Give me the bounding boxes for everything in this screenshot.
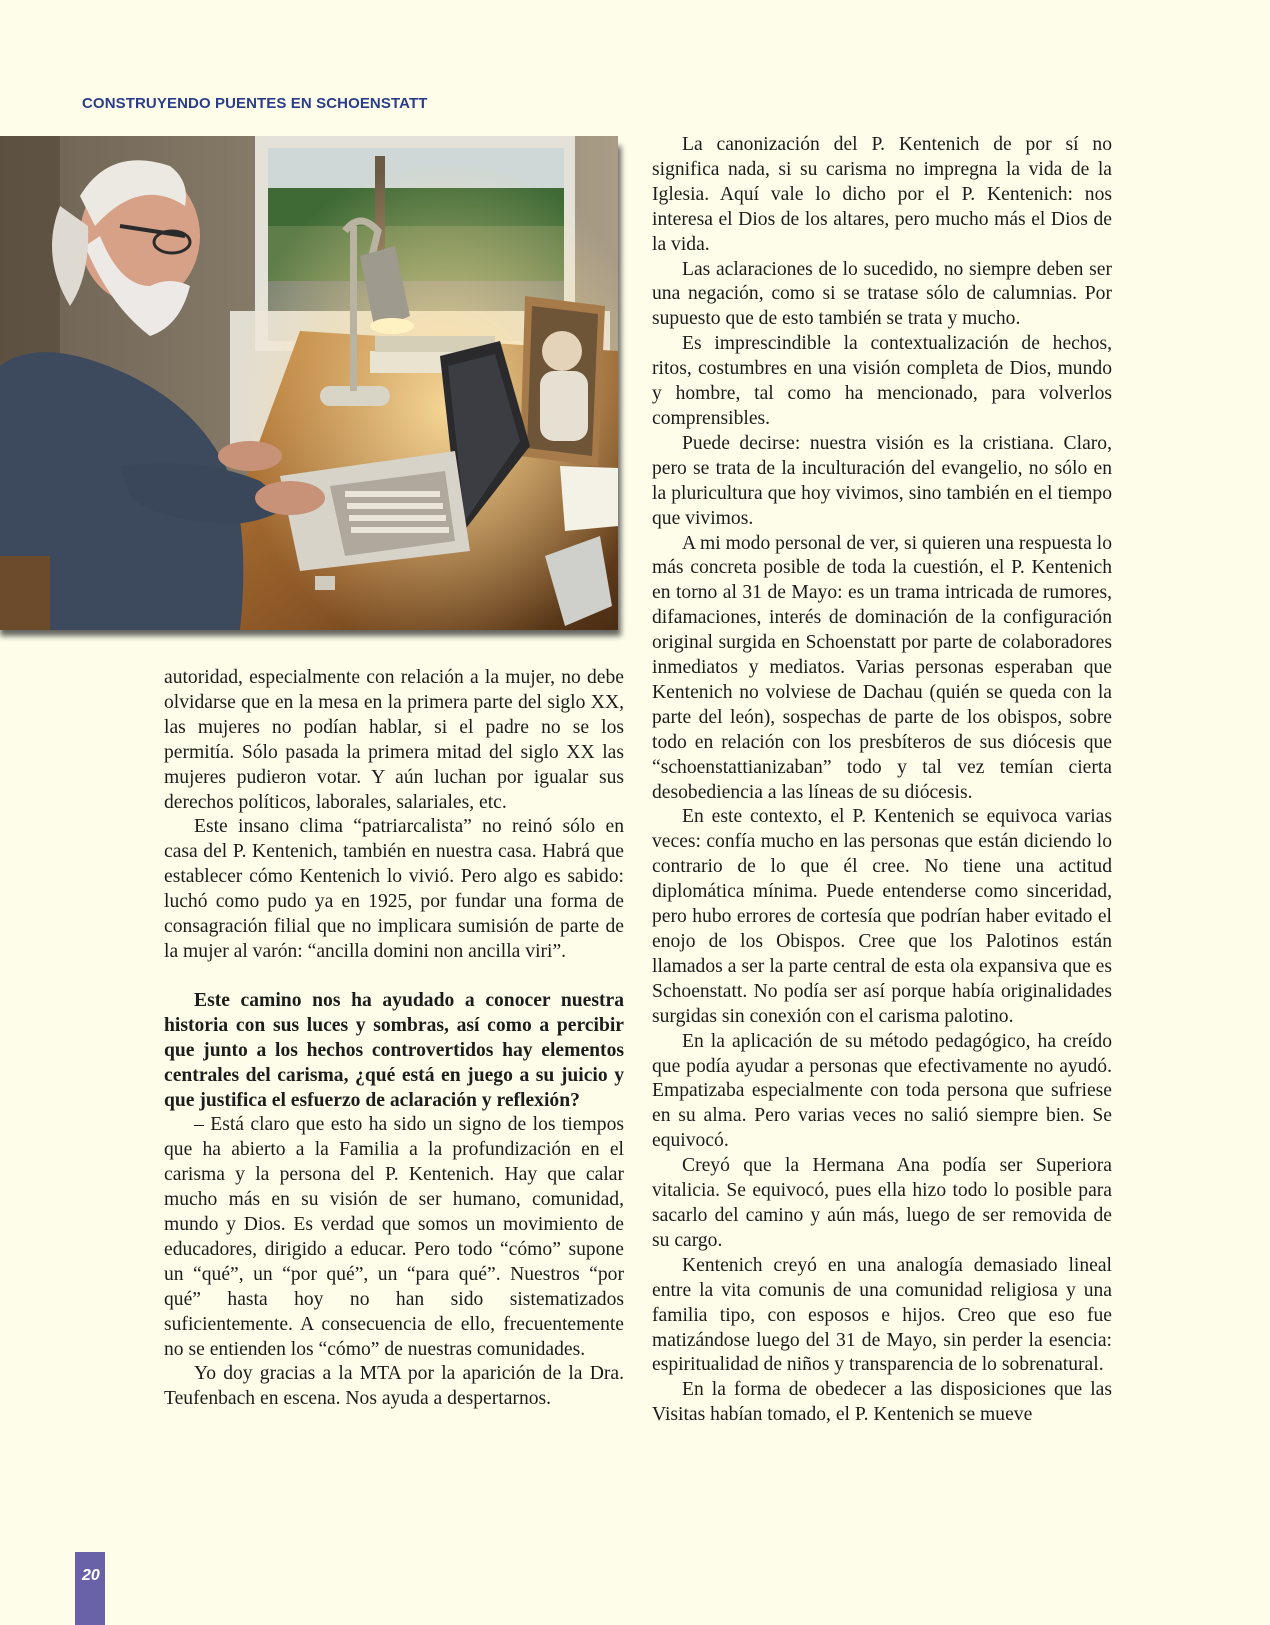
paragraph: En la aplicación de su método pedagógico, ha creído que podía ayudar a personas que efectivamente no ayudó. Empatizaba especialmente con toda persona que sufriese en su alma. Pero varias veces no salió siempre bien. Se equivocó. [652,1030,1112,1152]
paragraph: Este insano clima “patriarcalista” no reinó sólo en casa del P. Kentenich, también en nuestra casa. Habrá que establecer cómo Kentenich lo vivió. Pero algo es sabido: luchó como pudo ya en 1925, por fundar una forma de consagración filial que no implicara sumisión de parte de la mujer al varón: “ancilla domini non ancilla viri”. [164,816,624,962]
paragraph: Creyó que la Hermana Ana podía ser Superiora vitalicia. Se equivocó, pues ella hizo todo lo posible para sacarlo del camino y aún más, luego de ser removida de su cargo. [652,1155,1112,1251]
paragraph: Kentenich creyó en una analogía demasiado lineal entre la vita comunis de una comunidad religiosa y una familia tipo, con esposos e hijos. Creo que eso fue matizándose luego del 31 de Mayo, sin perder la esencia: espiritualidad de niños y transparencia de lo sobrenatural. [652,1254,1112,1376]
paragraph: Puede decirse: nuestra visión es la cristiana. Claro, pero se trata de la inculturación del evangelio, no sólo en la pluricultura que hoy vivimos, sino también en el tiempo que vivimos. [652,432,1112,529]
left-column [164,666,624,1412]
right-column [652,133,1112,1428]
paragraph: En este contexto, el P. Kentenich se equivoca varias veces: confía mucho en las personas que están diciendo lo contrario de lo que él cree. No tiene una actitud diplomática mínima. Puede entenderse como sinceridad, pero hubo errores de cortesía que podrían haber evitado el enojo de los Obispos. Cree que los Palotinos están llamados a ser la parte central de esta ola expansiva que es Schoenstatt. No podía ser así porque había originalidades surgidas sin conexión con el carisma palotino. [652,806,1112,1027]
paragraph: Es imprescindible la contextualización de hechos, ritos, costumbres en una visión completa de Dios, mundo y hombre, tal como ha mencionado, para volverlos comprensibles. [652,333,1112,429]
interview-answer: – Está claro que esto ha sido un signo de los tiempos que ha abierto a la Familia a la profundización en el carisma y la persona del P. Kentenich. Hay que calar mucho más en su visión de ser humano, comunidad, mundo y Dios. Es verdad que somos un movimiento de educadores, dirigido a educar. Pero todo “cómo” supone un “qué”, un “por qué”, un “para qué”. Nuestros “por qué” hasta hoy no han sido sistematizados suficientemente. A consecuencia de ello, frecuentemente no se entienden los “cómo” de nuestras comunidades. [164,1114,624,1360]
paragraph: En la forma de obedecer a las disposiciones que las Visitas habían tomado, el P. Kentenich se mueve [652,1379,1112,1426]
paragraph: autoridad, especialmente con relación a la mujer, no debe olvidarse que en la mesa en la primera parte del siglo XX, las mujeres no podían hablar, si el padre no se los permitía. Sólo pasada la primera mitad del siglo XX las mujeres pudieron votar. Y aún luchan por igualar sus derechos políticos, laborales, salariales, etc. [164,667,624,813]
photo-man-at-laptop-icon [0,136,618,630]
interview-question: Este camino nos ha ayudado a conocer nuestra historia con sus luces y sombras, así como a percibir que junto a los hechos controvertidos hay elementos centrales del carisma, ¿qué está en juego a su juicio y que justifica el esfuerzo de aclaración y reflexión? [164,989,624,1111]
page-number: 20 [82,1567,100,1584]
running-header: CONSTRUYENDO PUENTES EN SCHOENSTATT [82,95,428,112]
page-number-bar [75,1552,105,1625]
paragraph: La canonización del P. Kentenich de por sí no significa nada, si su carisma no impregna la vida de la Iglesia. Aquí vale lo dicho por el P. Kentenich: nos interesa el Dios de los altares, pero mucho más el Dios de la vida. [652,134,1112,255]
paragraph: Yo doy gracias a la MTA por la aparición de la Dra. Teufenbach en escena. Nos ayuda a despertarnos. [164,1363,624,1410]
photo [0,136,618,630]
paragraph: Las aclaraciones de lo sucedido, no siempre deben ser una negación, como si se tratase sólo de calumnias. Por supuesto que de esto también se trata y mucho. [652,258,1112,330]
paragraph: A mi modo personal de ver, si quieren una respuesta lo más concreta posible de toda la cuestión, el P. Kentenich en torno al 31 de Mayo: es un trama intricada de rumores, difamaciones, interés de dominación de la configuración original surgida en Schoenstatt por parte de colaboradores inmediatos y mediatos. Varias personas esperaban que Kentenich no volviese de Dachau (quién se queda con la parte del león), sospechas de parte de los obispos, sobre todo en relación con los presbíteros de sus diócesis que “schoenstattianizaban” todo y tal vez temían cierta desobediencia a las líneas de su diócesis. [652,532,1112,803]
